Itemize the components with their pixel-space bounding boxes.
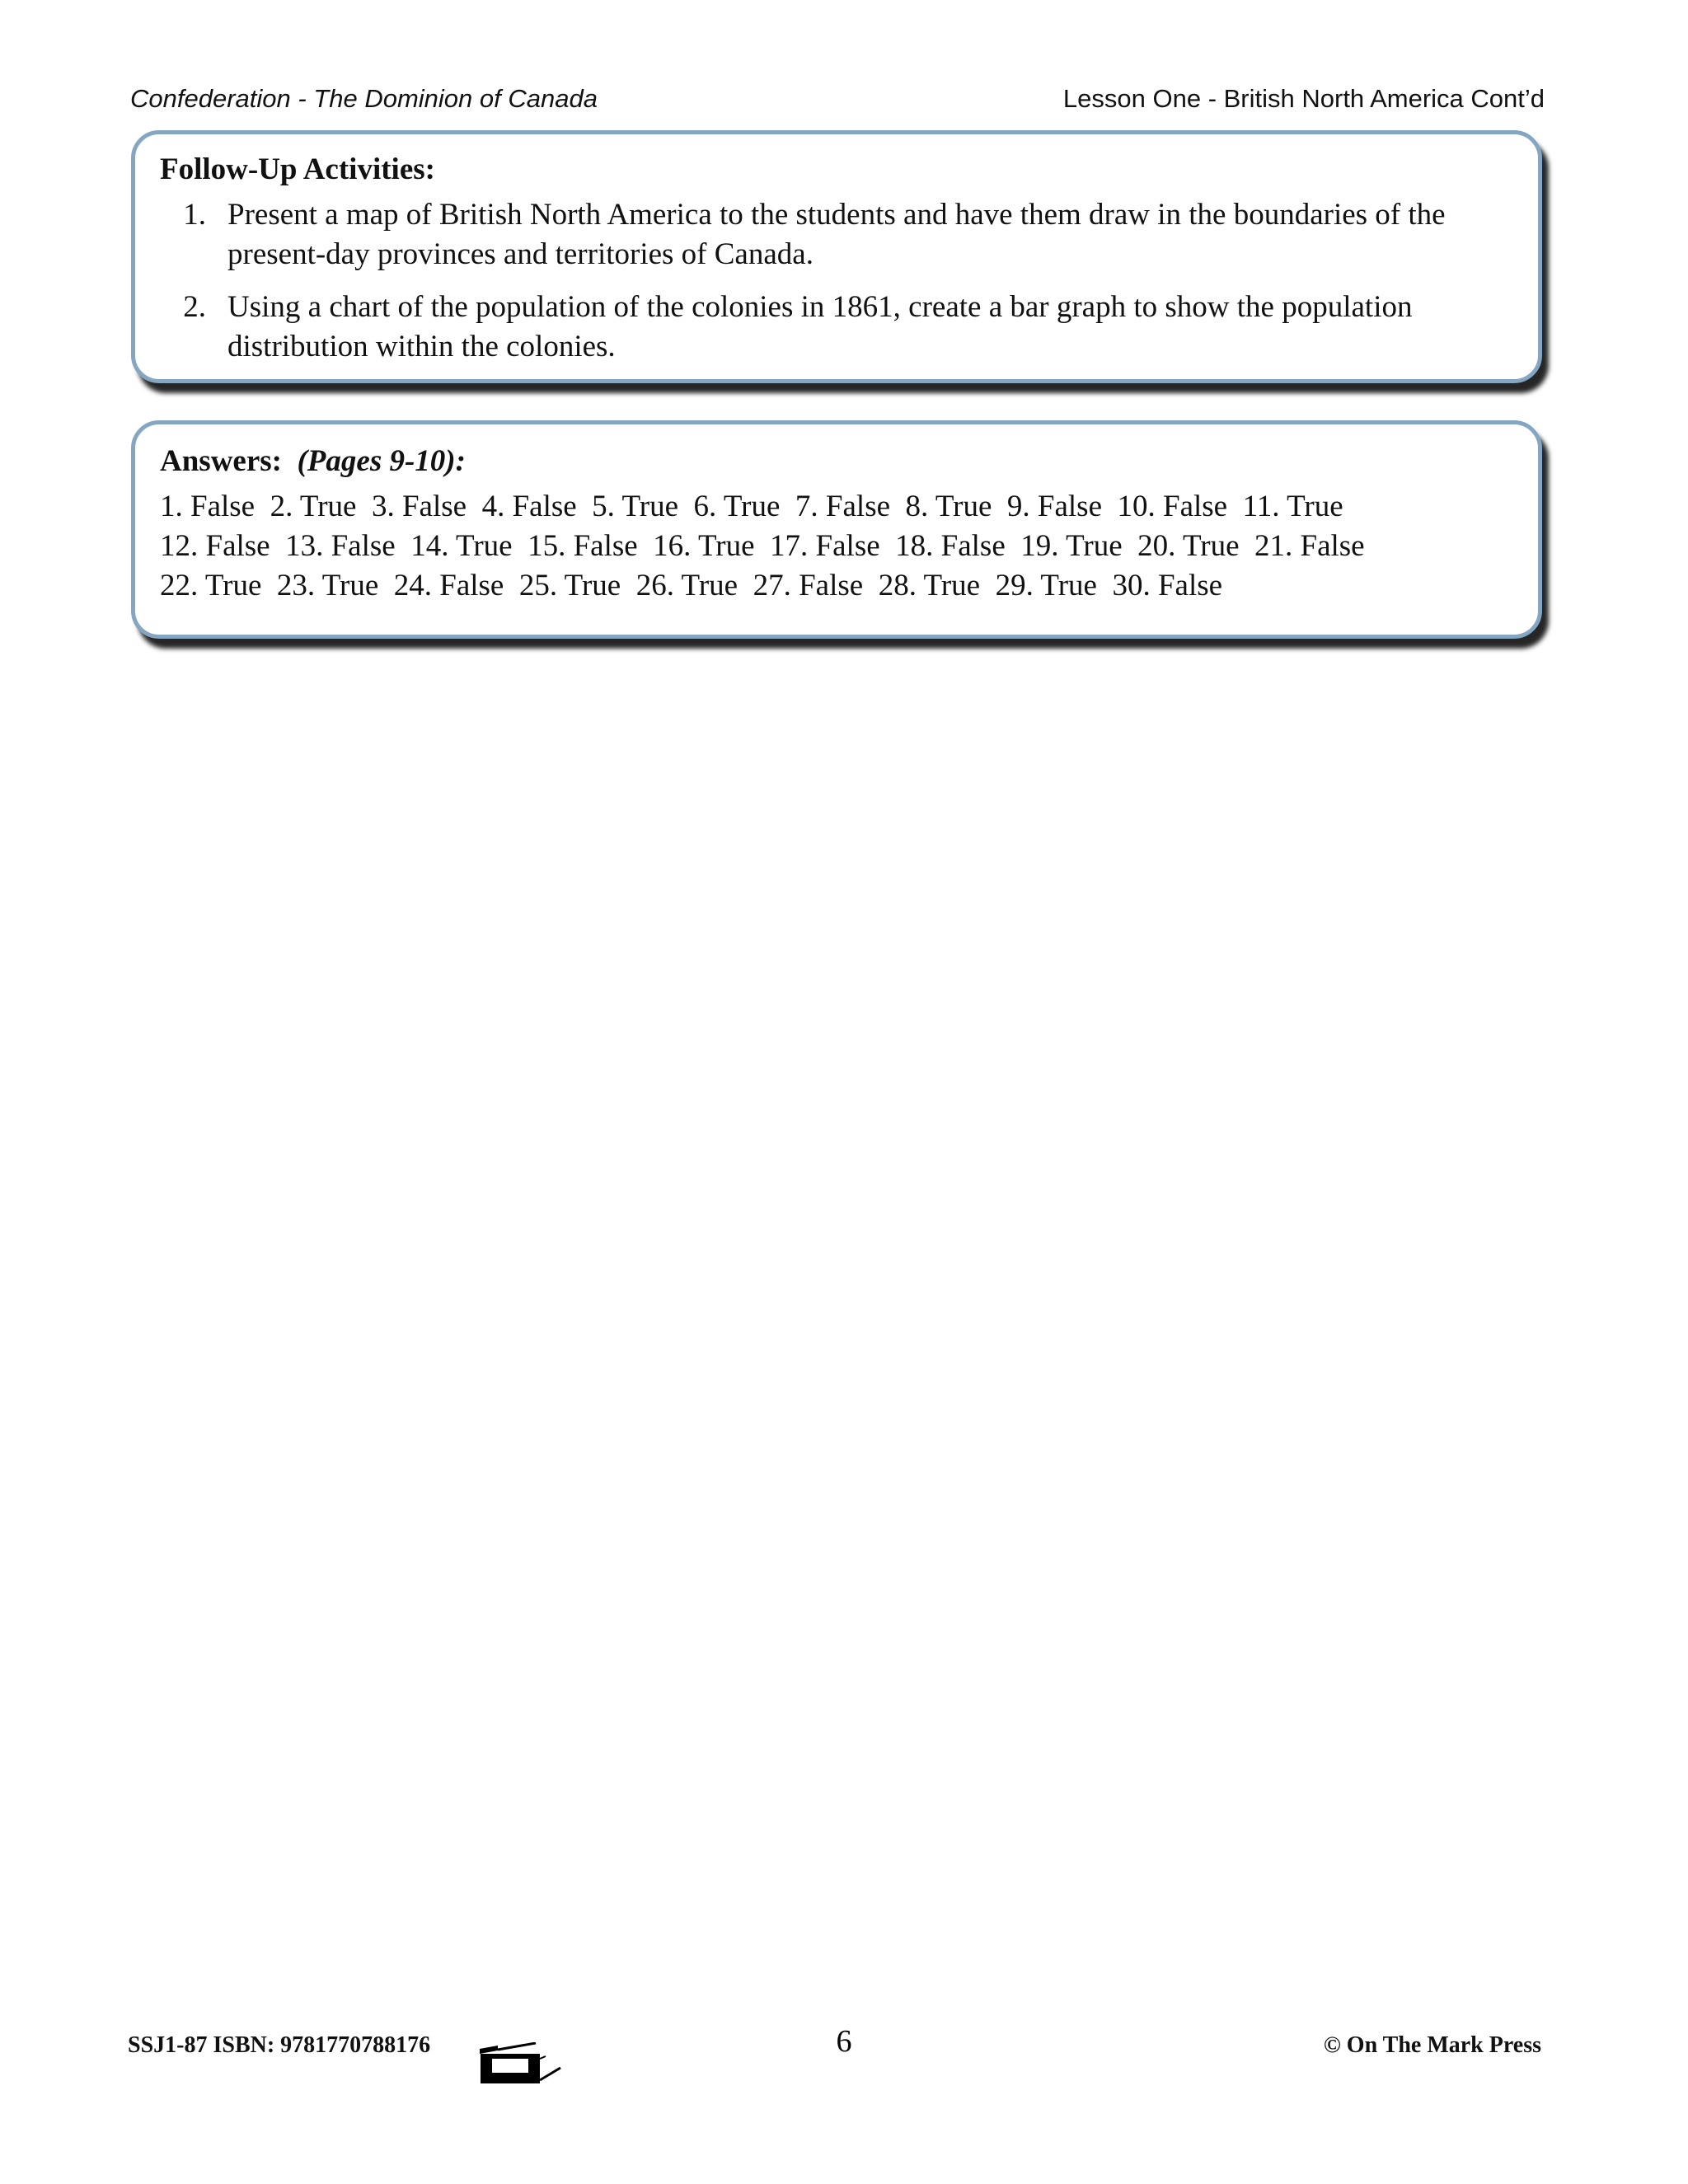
footer-isbn: SSJ1-87 ISBN: 9781770788176 <box>128 2032 431 2058</box>
item-number: 2. <box>183 290 206 324</box>
answers-box <box>131 420 1542 639</box>
answers-line: 12. False 13. False 14. True 15. False 16. True 17. False 18. False 19. True 20. True 21. False <box>160 529 1365 563</box>
footer-copyright: © On The Mark Press <box>1323 2032 1541 2058</box>
item-number: 1. <box>183 198 206 232</box>
follow-up-title: Follow-Up Activities: <box>160 152 435 186</box>
list-item <box>160 288 1513 367</box>
answers-line: 22. True 23. True 24. False 25. True 26. True 27. False 28. True 29. True 30. False <box>160 569 1223 602</box>
answers-title <box>160 443 1513 480</box>
item-text: Present a map of British North America to the students and have them draw in the boundaries of the present-day provinces and territories of Canada. <box>227 198 1446 271</box>
header-book-title: Confederation - The Dominion of Canada <box>130 84 598 113</box>
follow-up-activities-box <box>131 130 1542 383</box>
answers-line: 1. False 2. True 3. False 4. False 5. True 6. True 7. False 8. True 9. False 10. False 11. True <box>160 490 1343 523</box>
list-item <box>160 195 1513 274</box>
follow-up-list <box>160 195 1513 367</box>
answers-label: Answers: <box>160 444 282 478</box>
page-number: 6 <box>836 2024 852 2059</box>
item-text: Using a chart of the population of the colonies in 1861, create a bar graph to show the population distribution within the colonies. <box>227 290 1413 363</box>
header-lesson-title: Lesson One - British North America Cont’d <box>1062 84 1545 113</box>
answers-pages: (Pages 9-10): <box>297 444 466 478</box>
